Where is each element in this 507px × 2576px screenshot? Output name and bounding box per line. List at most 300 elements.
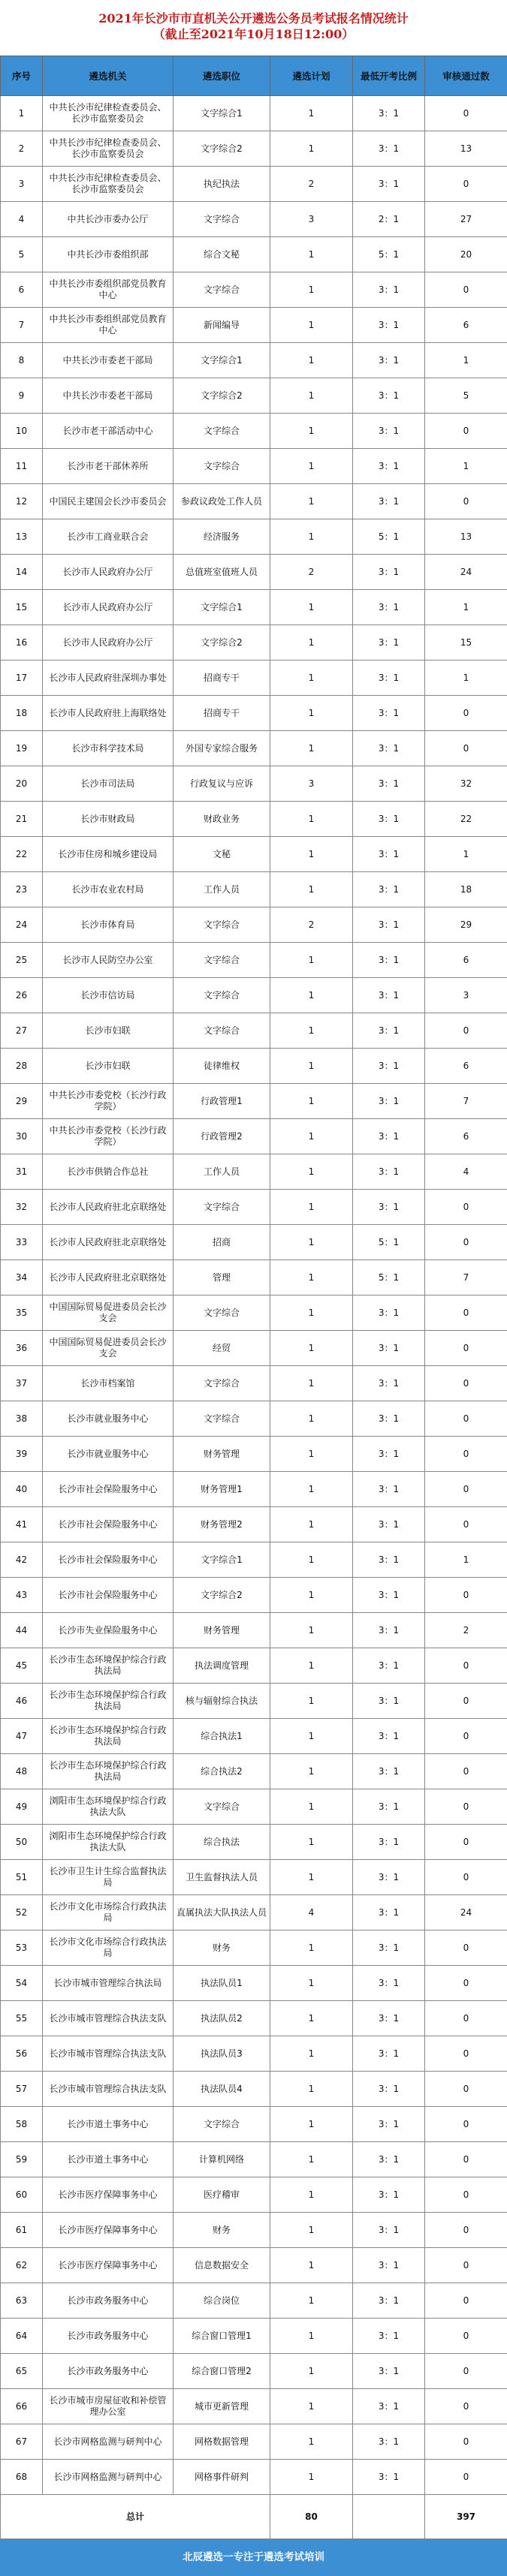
cell-position: 财务管理1 — [174, 1472, 270, 1507]
cell-ratio: 3：1 — [353, 1648, 425, 1684]
cell-agency: 中共长沙市委办公厅 — [43, 202, 174, 237]
cell-passed: 22 — [425, 802, 507, 837]
cell-agency: 长沙市人民政府驻深圳办事处 — [43, 661, 174, 696]
cell-ratio: 3：1 — [353, 1366, 425, 1401]
table-row — [1, 696, 507, 731]
table-header-row — [1, 56, 507, 96]
cell-index: 41 — [1, 1507, 43, 1542]
cell-index: 35 — [1, 1296, 43, 1331]
cell-position: 网格事件研判 — [174, 2460, 270, 2495]
cell-passed: 0 — [425, 1789, 507, 1825]
cell-passed: 13 — [425, 131, 507, 167]
cell-agency: 中共长沙市纪律检查委员会、长沙市监察委员会 — [43, 131, 174, 167]
cell-index: 23 — [1, 872, 43, 907]
cell-agency: 长沙市人民政府办公厅 — [43, 625, 174, 661]
cell-position: 外国专家综合服务 — [174, 731, 270, 766]
cell-index: 39 — [1, 1437, 43, 1472]
cell-passed: 1 — [425, 837, 507, 872]
cell-plan: 1 — [270, 978, 353, 1013]
cell-ratio: 3：1 — [353, 1789, 425, 1825]
cell-index: 58 — [1, 2107, 43, 2142]
cell-position: 参政议政处工作人员 — [174, 484, 270, 519]
cell-plan: 1 — [270, 1684, 353, 1719]
cell-position: 文秘 — [174, 837, 270, 872]
cell-index: 15 — [1, 590, 43, 625]
cell-ratio: 3：1 — [353, 2107, 425, 2142]
table-row — [1, 519, 507, 555]
cell-ratio: 3：1 — [353, 1049, 425, 1084]
cell-ratio: 3：1 — [353, 2460, 425, 2495]
cell-position: 文字综合 — [174, 943, 270, 978]
cell-agency: 长沙市网格监测与研判中心 — [43, 2424, 174, 2460]
cell-agency: 长沙市城市管理综合执法支队 — [43, 2001, 174, 2036]
cell-position: 执法队员4 — [174, 2072, 270, 2107]
cell-position: 执法队员2 — [174, 2001, 270, 2036]
cell-position: 直属执法大队执法人员 — [174, 1895, 270, 1930]
cell-ratio: 3：1 — [353, 167, 425, 202]
cell-plan: 1 — [270, 237, 353, 272]
cell-position: 财务 — [174, 2213, 270, 2248]
cell-passed: 4 — [425, 1154, 507, 1190]
cell-position: 管理 — [174, 1260, 270, 1296]
table-row — [1, 766, 507, 802]
cell-index: 43 — [1, 1578, 43, 1613]
cell-position: 文字综合 — [174, 978, 270, 1013]
cell-ratio: 3：1 — [353, 590, 425, 625]
cell-plan: 1 — [270, 1754, 353, 1789]
cell-agency: 长沙市人民防空办公室 — [43, 943, 174, 978]
cell-position: 文字综合2 — [174, 378, 270, 414]
cell-agency: 长沙市农业农村局 — [43, 872, 174, 907]
cell-ratio: 3：1 — [353, 1719, 425, 1754]
cell-passed: 0 — [425, 96, 507, 131]
cell-plan: 1 — [270, 519, 353, 555]
cell-agency: 长沙市妇联 — [43, 1013, 174, 1049]
cell-plan: 1 — [270, 1225, 353, 1260]
cell-passed: 0 — [425, 696, 507, 731]
cell-index: 5 — [1, 237, 43, 272]
cell-index: 66 — [1, 2389, 43, 2424]
cell-position: 网格数据管理 — [174, 2424, 270, 2460]
cell-position: 文字综合 — [174, 414, 270, 449]
cell-plan: 1 — [270, 802, 353, 837]
table-row — [1, 2460, 507, 2495]
cell-agency: 长沙市医疗保障事务中心 — [43, 2177, 174, 2213]
table-row — [1, 1296, 507, 1331]
cell-ratio: 3：1 — [353, 2283, 425, 2319]
cell-passed: 0 — [425, 1331, 507, 1366]
page-title — [0, 0, 507, 56]
cell-plan: 1 — [270, 1472, 353, 1507]
cell-agency: 长沙市城市管理综合执法支队 — [43, 2072, 174, 2107]
cell-ratio: 3：1 — [353, 378, 425, 414]
cell-position: 综合岗位 — [174, 2283, 270, 2319]
table-row — [1, 2213, 507, 2248]
cell-agency: 长沙市城市管理综合执法局 — [43, 1966, 174, 2001]
title-line-1: 2021年长沙市市直机关公开遴选公务员考试报名情况统计 — [0, 11, 507, 26]
cell-index: 52 — [1, 1895, 43, 1930]
cell-agency: 长沙市生态环境保护综合行政执法局 — [43, 1754, 174, 1789]
cell-passed: 1 — [425, 590, 507, 625]
table-row — [1, 1331, 507, 1366]
table-row — [1, 1049, 507, 1084]
cell-agency: 长沙市人民政府驻上海联络处 — [43, 696, 174, 731]
cell-plan: 1 — [270, 1331, 353, 1366]
cell-ratio: 3：1 — [353, 96, 425, 131]
cell-ratio: 3：1 — [353, 272, 425, 308]
cell-passed: 0 — [425, 2036, 507, 2072]
cell-ratio: 3：1 — [353, 484, 425, 519]
cell-passed: 0 — [425, 2319, 507, 2354]
cell-passed: 0 — [425, 167, 507, 202]
cell-agency: 中共长沙市委组织部党员教育中心 — [43, 308, 174, 343]
cell-plan: 1 — [270, 2460, 353, 2495]
table-row — [1, 1119, 507, 1154]
cell-position: 文字综合 — [174, 1366, 270, 1401]
cell-ratio: 3：1 — [353, 414, 425, 449]
table-row — [1, 414, 507, 449]
cell-ratio: 3：1 — [353, 1966, 425, 2001]
table-row — [1, 1190, 507, 1225]
cell-agency: 长沙市文化市场综合行政执法局 — [43, 1930, 174, 1966]
cell-index: 28 — [1, 1049, 43, 1084]
table-row — [1, 1084, 507, 1119]
cell-ratio: 3：1 — [353, 802, 425, 837]
cell-passed: 0 — [425, 2213, 507, 2248]
cell-agency: 长沙市人民政府驻北京联络处 — [43, 1260, 174, 1296]
cell-plan: 1 — [270, 2283, 353, 2319]
cell-passed: 32 — [425, 766, 507, 802]
cell-plan: 1 — [270, 1154, 353, 1190]
cell-passed: 0 — [425, 414, 507, 449]
cell-agency: 长沙市体育局 — [43, 907, 174, 943]
cell-position: 文字综合 — [174, 1789, 270, 1825]
col-header-ratio: 最低开考比例 — [353, 56, 425, 96]
cell-passed: 2 — [425, 1613, 507, 1648]
cell-ratio: 3：1 — [353, 1684, 425, 1719]
cell-agency: 长沙市政务服务中心 — [43, 2283, 174, 2319]
cell-passed: 13 — [425, 519, 507, 555]
cell-passed: 0 — [425, 272, 507, 308]
table-row — [1, 1013, 507, 1049]
cell-passed: 1 — [425, 449, 507, 484]
cell-passed: 0 — [425, 2460, 507, 2495]
cell-index: 7 — [1, 308, 43, 343]
cell-plan: 1 — [270, 1542, 353, 1578]
cell-position: 文字综合1 — [174, 590, 270, 625]
cell-index: 30 — [1, 1119, 43, 1154]
cell-passed: 0 — [425, 1754, 507, 1789]
table-row — [1, 837, 507, 872]
cell-index: 51 — [1, 1860, 43, 1895]
cell-ratio: 3：1 — [353, 872, 425, 907]
table-row — [1, 1542, 507, 1578]
cell-passed: 0 — [425, 2072, 507, 2107]
cell-ratio: 3：1 — [353, 1542, 425, 1578]
table-row — [1, 1437, 507, 1472]
cell-agency: 中共长沙市委党校（长沙行政学院） — [43, 1084, 174, 1119]
cell-index: 64 — [1, 2319, 43, 2354]
table-row — [1, 907, 507, 943]
cell-passed: 24 — [425, 555, 507, 590]
cell-position: 徒律维权 — [174, 1049, 270, 1084]
cell-passed: 0 — [425, 1366, 507, 1401]
cell-agency: 长沙市道土事务中心 — [43, 2107, 174, 2142]
cell-agency: 长沙市城市管理综合执法支队 — [43, 2036, 174, 2072]
cell-index: 11 — [1, 449, 43, 484]
table-row — [1, 2389, 507, 2424]
cell-agency: 中共长沙市委党校（长沙行政学院） — [43, 1119, 174, 1154]
cell-passed: 0 — [425, 1437, 507, 1472]
col-header-position: 遴选职位 — [174, 56, 270, 96]
cell-position: 文字综合 — [174, 449, 270, 484]
cell-index: 26 — [1, 978, 43, 1013]
cell-plan: 1 — [270, 1084, 353, 1119]
cell-index: 50 — [1, 1825, 43, 1860]
cell-index: 32 — [1, 1190, 43, 1225]
table-row — [1, 872, 507, 907]
cell-plan: 1 — [270, 1719, 353, 1754]
cell-ratio: 5：1 — [353, 519, 425, 555]
cell-agency: 长沙市生态环境保护综合行政执法局 — [43, 1684, 174, 1719]
table-row — [1, 1366, 507, 1401]
cell-ratio: 3：1 — [353, 1930, 425, 1966]
cell-plan: 1 — [270, 449, 353, 484]
cell-plan: 1 — [270, 731, 353, 766]
cell-position: 综合执法 — [174, 1825, 270, 1860]
col-header-index: 序号 — [1, 56, 43, 96]
cell-position: 核与辐射综合执法 — [174, 1684, 270, 1719]
cell-index: 10 — [1, 414, 43, 449]
cell-plan: 1 — [270, 1507, 353, 1542]
cell-plan: 1 — [270, 2319, 353, 2354]
cell-passed: 7 — [425, 1084, 507, 1119]
cell-plan: 1 — [270, 414, 353, 449]
cell-ratio: 3：1 — [353, 2213, 425, 2248]
cell-agency: 长沙市网格监测与研判中心 — [43, 2460, 174, 2495]
cell-ratio: 3：1 — [353, 1296, 425, 1331]
cell-agency: 长沙市文化市场综合行政执法局 — [43, 1895, 174, 1930]
cell-agency: 中国国际贸易促进委员会长沙支会 — [43, 1331, 174, 1366]
table-row — [1, 1754, 507, 1789]
cell-plan: 1 — [270, 1966, 353, 2001]
cell-ratio: 3：1 — [353, 1472, 425, 1507]
cell-plan: 2 — [270, 907, 353, 943]
cell-plan: 1 — [270, 308, 353, 343]
cell-index: 1 — [1, 96, 43, 131]
cell-plan: 1 — [270, 1013, 353, 1049]
total-ratio — [353, 2495, 425, 2539]
cell-ratio: 3：1 — [353, 2001, 425, 2036]
cell-plan: 1 — [270, 1049, 353, 1084]
cell-index: 56 — [1, 2036, 43, 2072]
cell-passed: 6 — [425, 1049, 507, 1084]
cell-passed: 1 — [425, 1542, 507, 1578]
cell-ratio: 3：1 — [353, 696, 425, 731]
cell-index: 63 — [1, 2283, 43, 2319]
cell-ratio: 3：1 — [353, 837, 425, 872]
table-row — [1, 237, 507, 272]
cell-index: 3 — [1, 167, 43, 202]
cell-passed: 0 — [425, 2248, 507, 2283]
cell-index: 21 — [1, 802, 43, 837]
cell-ratio: 3：1 — [353, 1613, 425, 1648]
cell-agency: 中国国际贸易促进委员会长沙支会 — [43, 1296, 174, 1331]
cell-passed: 0 — [425, 1472, 507, 1507]
cell-agency: 长沙市老干部休养所 — [43, 449, 174, 484]
cell-ratio: 3：1 — [353, 1507, 425, 1542]
cell-index: 54 — [1, 1966, 43, 2001]
cell-plan: 1 — [270, 1260, 353, 1296]
table-row — [1, 167, 507, 202]
cell-agency: 长沙市医疗保障事务中心 — [43, 2213, 174, 2248]
cell-agency: 长沙市生态环境保护综合行政执法局 — [43, 1719, 174, 1754]
cell-plan: 1 — [270, 872, 353, 907]
table-row — [1, 308, 507, 343]
cell-position: 财务管理 — [174, 1437, 270, 1472]
cell-plan: 1 — [270, 696, 353, 731]
cell-position: 文字综合 — [174, 1190, 270, 1225]
cell-passed: 1 — [425, 661, 507, 696]
cell-index: 22 — [1, 837, 43, 872]
cell-passed: 0 — [425, 2177, 507, 2213]
cell-position: 医疗稽审 — [174, 2177, 270, 2213]
cell-ratio: 3：1 — [353, 1013, 425, 1049]
cell-ratio: 3：1 — [353, 943, 425, 978]
cell-position: 经济服务 — [174, 519, 270, 555]
cell-agency: 浏阳市生态环境保护综合行政执法大队 — [43, 1825, 174, 1860]
cell-passed: 0 — [425, 2107, 507, 2142]
table-row — [1, 2107, 507, 2142]
cell-index: 16 — [1, 625, 43, 661]
cell-plan: 1 — [270, 1825, 353, 1860]
cell-plan: 1 — [270, 2213, 353, 2248]
table-row — [1, 96, 507, 131]
cell-plan: 1 — [270, 1860, 353, 1895]
table-row — [1, 343, 507, 378]
table-row — [1, 1401, 507, 1437]
cell-plan: 1 — [270, 1789, 353, 1825]
cell-plan: 1 — [270, 2036, 353, 2072]
cell-position: 文字综合 — [174, 1401, 270, 1437]
cell-ratio: 3：1 — [353, 343, 425, 378]
cell-ratio: 3：1 — [353, 2389, 425, 2424]
table-row — [1, 1825, 507, 1860]
cell-index: 17 — [1, 661, 43, 696]
cell-passed: 0 — [425, 484, 507, 519]
cell-passed: 0 — [425, 1719, 507, 1754]
cell-position: 行政管理1 — [174, 1084, 270, 1119]
cell-ratio: 2：1 — [353, 202, 425, 237]
cell-plan: 1 — [270, 837, 353, 872]
cell-plan: 1 — [270, 2001, 353, 2036]
cell-ratio: 3：1 — [353, 2072, 425, 2107]
cell-index: 60 — [1, 2177, 43, 2213]
cell-index: 31 — [1, 1154, 43, 1190]
cell-position: 执纪执法 — [174, 167, 270, 202]
cell-index: 8 — [1, 343, 43, 378]
table-row — [1, 1789, 507, 1825]
cell-agency: 长沙市老干部活动中心 — [43, 414, 174, 449]
cell-passed: 27 — [425, 202, 507, 237]
cell-agency: 长沙市政务服务中心 — [43, 2354, 174, 2389]
cell-position: 财务 — [174, 1930, 270, 1966]
cell-agency: 中共长沙市纪律检查委员会、长沙市监察委员会 — [43, 96, 174, 131]
cell-position: 招商专干 — [174, 696, 270, 731]
cell-position: 工作人员 — [174, 872, 270, 907]
cell-position: 综合文秘 — [174, 237, 270, 272]
table-row — [1, 449, 507, 484]
cell-position: 综合窗口管理1 — [174, 2319, 270, 2354]
cell-passed: 0 — [425, 1648, 507, 1684]
cell-plan: 1 — [270, 2389, 353, 2424]
cell-agency: 长沙市生态环境保护综合行政执法局 — [43, 1648, 174, 1684]
cell-passed: 0 — [425, 2001, 507, 2036]
cell-agency: 长沙市供销合作总社 — [43, 1154, 174, 1190]
cell-agency: 中共长沙市委老干部局 — [43, 343, 174, 378]
cell-index: 68 — [1, 2460, 43, 2495]
cell-passed: 0 — [425, 1930, 507, 1966]
cell-plan: 1 — [270, 1648, 353, 1684]
cell-plan: 2 — [270, 555, 353, 590]
cell-passed: 15 — [425, 625, 507, 661]
cell-position: 财务管理 — [174, 1613, 270, 1648]
cell-index: 45 — [1, 1648, 43, 1684]
cell-agency: 长沙市失业保险服务中心 — [43, 1613, 174, 1648]
table-row — [1, 1648, 507, 1684]
cell-ratio: 5：1 — [353, 1225, 425, 1260]
cell-index: 47 — [1, 1719, 43, 1754]
cell-agency: 长沙市医疗保障事务中心 — [43, 2248, 174, 2283]
cell-agency: 长沙市城市房屋征收和补偿管理办公室 — [43, 2389, 174, 2424]
cell-index: 4 — [1, 202, 43, 237]
cell-plan: 1 — [270, 2424, 353, 2460]
cell-agency: 长沙市社会保险服务中心 — [43, 1542, 174, 1578]
cell-passed: 29 — [425, 907, 507, 943]
cell-agency: 长沙市卫生计生综合监督执法局 — [43, 1860, 174, 1895]
cell-index: 44 — [1, 1613, 43, 1648]
cell-ratio: 3：1 — [353, 2177, 425, 2213]
total-passed: 397 — [425, 2495, 507, 2539]
cell-passed: 0 — [425, 2142, 507, 2177]
cell-passed: 0 — [425, 2389, 507, 2424]
cell-agency: 长沙市司法局 — [43, 766, 174, 802]
cell-plan: 1 — [270, 378, 353, 414]
cell-passed: 20 — [425, 237, 507, 272]
table-row — [1, 590, 507, 625]
cell-ratio: 3：1 — [353, 2354, 425, 2389]
cell-index: 62 — [1, 2248, 43, 2283]
table-row — [1, 1719, 507, 1754]
cell-passed: 6 — [425, 1119, 507, 1154]
cell-index: 59 — [1, 2142, 43, 2177]
cell-agency: 长沙市社会保险服务中心 — [43, 1507, 174, 1542]
cell-plan: 4 — [270, 1895, 353, 1930]
cell-plan: 1 — [270, 625, 353, 661]
cell-agency: 长沙市社会保险服务中心 — [43, 1578, 174, 1613]
table-row — [1, 2283, 507, 2319]
cell-index: 65 — [1, 2354, 43, 2389]
table-row — [1, 2142, 507, 2177]
table-row — [1, 978, 507, 1013]
cell-passed: 24 — [425, 1895, 507, 1930]
cell-ratio: 3：1 — [353, 766, 425, 802]
cell-ratio: 3：1 — [353, 131, 425, 167]
cell-index: 57 — [1, 2072, 43, 2107]
cell-passed: 0 — [425, 1825, 507, 1860]
cell-agency: 浏阳市生态环境保护综合行政执法大队 — [43, 1789, 174, 1825]
cell-position: 财政业务 — [174, 802, 270, 837]
